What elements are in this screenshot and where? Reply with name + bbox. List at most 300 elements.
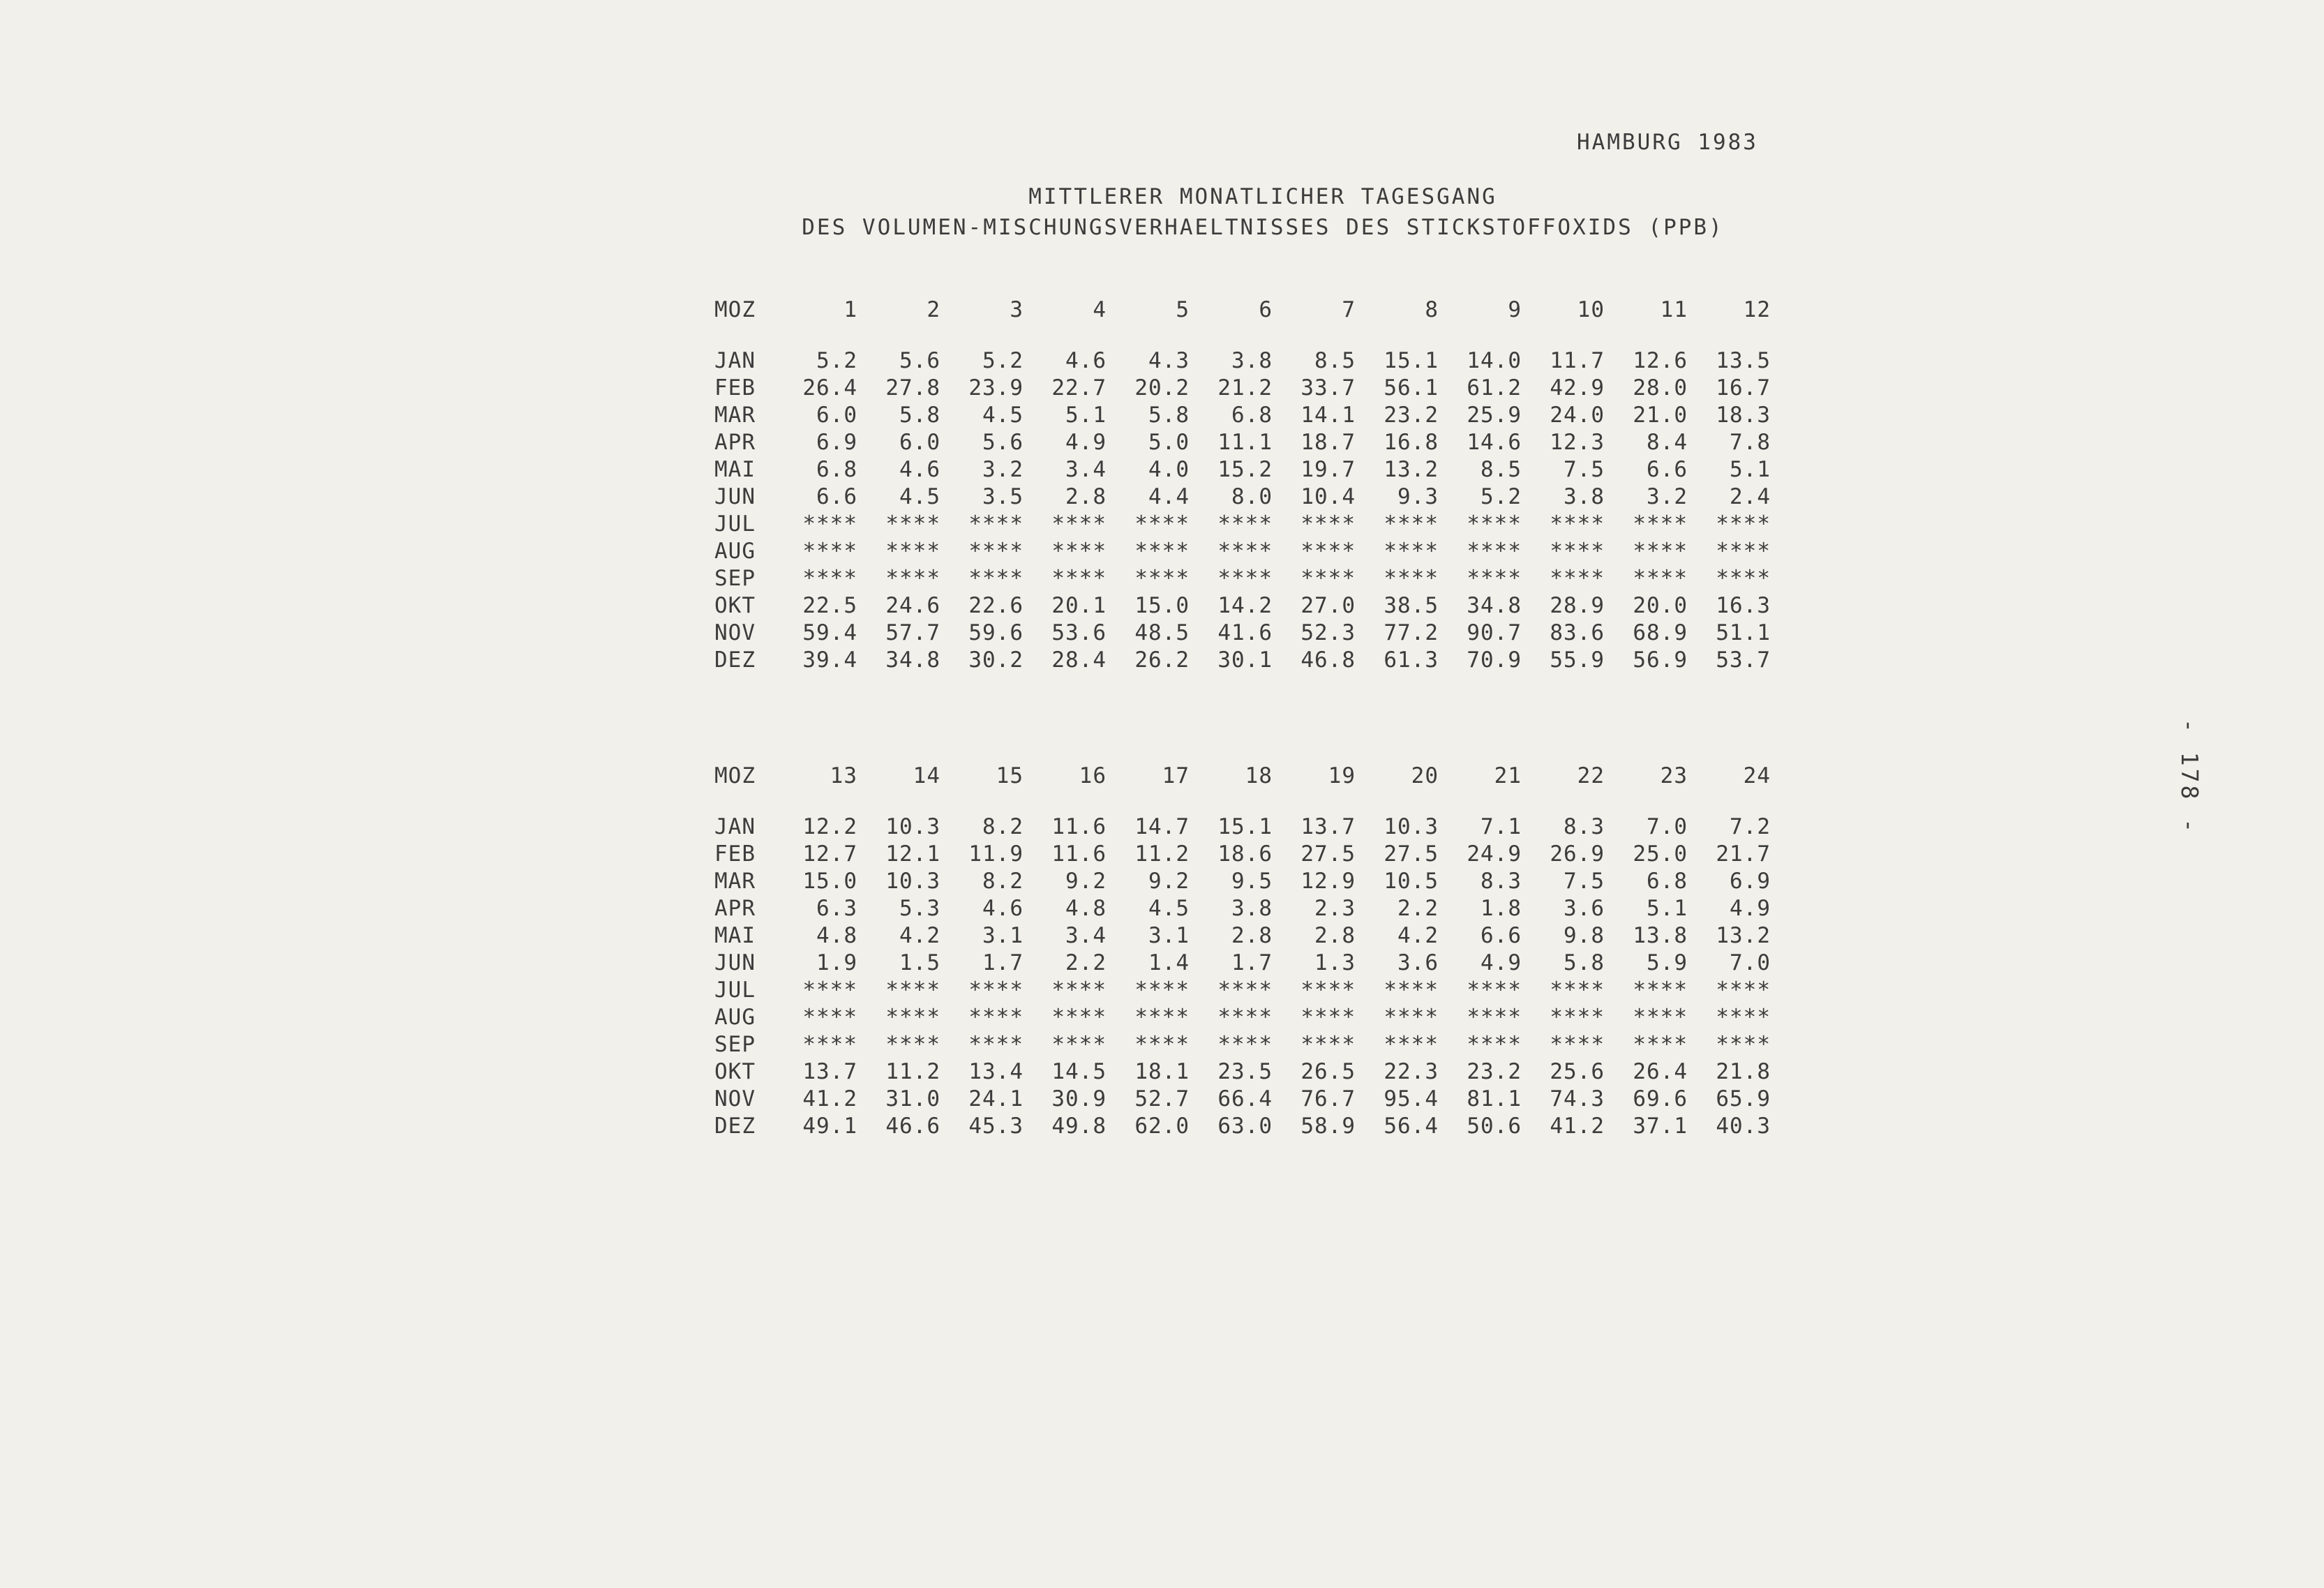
table-cell: 3.8	[1231, 347, 1273, 373]
table-cell: ****	[1467, 1004, 1522, 1030]
table-cell: 8.3	[1564, 814, 1605, 839]
table-cell: 26.4	[1633, 1058, 1688, 1084]
table-cell: 4.2	[899, 922, 940, 948]
table-cell: 7.5	[1564, 456, 1605, 482]
table-cell: 26.4	[802, 375, 857, 400]
month-label: JAN	[714, 814, 756, 839]
table-cell: 4.2	[1397, 922, 1439, 948]
table-cell: 2.8	[1314, 922, 1356, 948]
table-cell: 59.6	[968, 620, 1024, 645]
month-label: FEB	[714, 375, 756, 400]
table-cell: 5.8	[1148, 402, 1190, 428]
table-cell: ****	[1217, 1031, 1273, 1057]
table-cell: 4.4	[1148, 484, 1190, 509]
table-cell: 5.1	[1065, 402, 1107, 428]
table-cell: 7.2	[1730, 814, 1771, 839]
column-header-hour: 9	[1508, 297, 1522, 322]
table-cell: 28.4	[1051, 647, 1107, 673]
table-cell: 55.9	[1550, 647, 1605, 673]
table-cell: 18.1	[1134, 1058, 1190, 1084]
table-row	[714, 564, 1771, 592]
table-cell: 49.8	[1051, 1113, 1107, 1139]
column-header-hour: 6	[1259, 297, 1273, 322]
table-cell: 58.9	[1300, 1113, 1356, 1139]
table-cell: 13.8	[1633, 922, 1688, 948]
table-cell: 38.5	[1384, 592, 1439, 618]
table-cell: 26.9	[1550, 841, 1605, 867]
month-label: JUL	[714, 511, 756, 537]
table-cell: 63.0	[1217, 1113, 1273, 1139]
table-cell: 5.1	[1647, 895, 1688, 921]
column-header-hour: 22	[1577, 763, 1605, 788]
table-row	[714, 1112, 1771, 1139]
table-cell: 8.0	[1231, 484, 1273, 509]
table-cell: 24.6	[885, 592, 940, 618]
table-cell: 9.5	[1231, 868, 1273, 894]
table-cell: 25.9	[1467, 402, 1522, 428]
table-cell: ****	[1300, 511, 1356, 537]
table-cell: 95.4	[1384, 1086, 1439, 1111]
table-cell: 10.5	[1384, 868, 1439, 894]
table-cell: ****	[1217, 565, 1273, 591]
table-cell: 4.5	[982, 402, 1024, 428]
table-row	[714, 949, 1771, 976]
table-cell: 68.9	[1633, 620, 1688, 645]
table-cell: 49.1	[802, 1113, 857, 1139]
table-cell: 1.4	[1148, 950, 1190, 975]
table-cell: ****	[1467, 565, 1522, 591]
table-cell: 6.0	[899, 429, 940, 455]
table-cell: ****	[1217, 511, 1273, 537]
table-cell: ****	[1550, 1031, 1605, 1057]
table-cell: 59.4	[802, 620, 857, 645]
table-cell: 15.1	[1384, 347, 1439, 373]
table-cell: 3.4	[1065, 456, 1107, 482]
table-cell: 27.5	[1300, 841, 1356, 867]
table-cell: 9.8	[1564, 922, 1605, 948]
table-cell: 5.2	[1480, 484, 1522, 509]
table-row	[714, 592, 1771, 619]
table-cell: 15.0	[802, 868, 857, 894]
table-cell: 77.2	[1384, 620, 1439, 645]
table-cell: ****	[968, 511, 1024, 537]
column-header-hour: 17	[1162, 763, 1190, 788]
table-cell: 37.1	[1633, 1113, 1688, 1139]
month-label: JUN	[714, 950, 756, 975]
table-cell: 11.7	[1550, 347, 1605, 373]
table-cell: 13.7	[802, 1058, 857, 1084]
table-row	[714, 922, 1771, 949]
table-cell: ****	[1384, 1031, 1439, 1057]
table-cell: 20.0	[1633, 592, 1688, 618]
table-cell: 70.9	[1467, 647, 1522, 673]
table-cell: 4.3	[1148, 347, 1190, 373]
table-cell: 34.8	[885, 647, 940, 673]
table-cell: ****	[968, 1004, 1024, 1030]
table-cell: ****	[1134, 511, 1190, 537]
table-cell: ****	[802, 511, 857, 537]
table-cell: ****	[1716, 1031, 1771, 1057]
table-cell: ****	[1384, 977, 1439, 1003]
month-label: MAI	[714, 456, 756, 482]
table-cell: ****	[802, 538, 857, 564]
table-cell: 19.7	[1300, 456, 1356, 482]
column-header-moz: MOZ	[714, 297, 756, 322]
table-cell: 15.2	[1217, 456, 1273, 482]
table-cell: 10.3	[885, 814, 940, 839]
table-cell: ****	[1467, 511, 1522, 537]
table-cell: 53.7	[1716, 647, 1771, 673]
table-cell: 65.9	[1716, 1086, 1771, 1111]
table-header-row	[714, 296, 1771, 347]
table-cell: 1.3	[1314, 950, 1356, 975]
table-row	[714, 537, 1771, 564]
table-cell: 4.6	[1065, 347, 1107, 373]
table-cell: 21.8	[1716, 1058, 1771, 1084]
table-cell: 51.1	[1716, 620, 1771, 645]
table-cell: 14.2	[1217, 592, 1273, 618]
table-cell: 42.9	[1550, 375, 1605, 400]
table-cell: 3.2	[982, 456, 1024, 482]
month-label: MAI	[714, 922, 756, 948]
table-cell: ****	[968, 1031, 1024, 1057]
table-cell: 41.6	[1217, 620, 1273, 645]
table-cell: ****	[1633, 1031, 1688, 1057]
table-cell: 12.2	[802, 814, 857, 839]
table-cell: 1.8	[1480, 895, 1522, 921]
table-cell: 5.2	[816, 347, 857, 373]
table-cell: ****	[1550, 977, 1605, 1003]
table-row	[714, 1085, 1771, 1112]
table-header-row	[714, 762, 1771, 813]
table-cell: 22.7	[1051, 375, 1107, 400]
month-label: JUN	[714, 484, 756, 509]
column-header-hour: 20	[1411, 763, 1439, 788]
table-cell: 20.2	[1134, 375, 1190, 400]
table-cell: ****	[1300, 538, 1356, 564]
table-cell: ****	[885, 1004, 940, 1030]
table-cell: 13.2	[1716, 922, 1771, 948]
table-cell: ****	[968, 977, 1024, 1003]
column-header-hour: 7	[1342, 297, 1356, 322]
table-row	[714, 401, 1771, 428]
table-row	[714, 456, 1771, 483]
table-cell: ****	[1716, 1004, 1771, 1030]
column-header-hour: 14	[913, 763, 940, 788]
data-table-hours-1-12	[714, 296, 1771, 673]
month-label: AUG	[714, 538, 756, 564]
table-cell: 1.9	[816, 950, 857, 975]
table-cell: ****	[1134, 565, 1190, 591]
month-label: OKT	[714, 1058, 756, 1084]
table-cell: 11.6	[1051, 841, 1107, 867]
month-label: OKT	[714, 592, 756, 618]
table-title-line-1: MITTLERER MONATLICHER TAGESGANG	[1028, 184, 1497, 209]
table-cell: 56.4	[1384, 1113, 1439, 1139]
table-cell: 12.1	[885, 841, 940, 867]
table-cell: 41.2	[802, 1086, 857, 1111]
table-cell: 7.1	[1480, 814, 1522, 839]
column-header-hour: 12	[1743, 297, 1771, 322]
table-cell: 1.7	[1231, 950, 1273, 975]
table-cell: 4.9	[1065, 429, 1107, 455]
table-cell: ****	[1217, 977, 1273, 1003]
table-row	[714, 1031, 1771, 1058]
table-cell: 16.3	[1716, 592, 1771, 618]
table-cell: 16.7	[1716, 375, 1771, 400]
table-cell: ****	[1300, 977, 1356, 1003]
table-cell: ****	[1633, 511, 1688, 537]
table-cell: 24.0	[1550, 402, 1605, 428]
table-cell: 4.6	[982, 895, 1024, 921]
table-cell: 81.1	[1467, 1086, 1522, 1111]
column-header-hour: 1	[844, 297, 857, 322]
table-row	[714, 374, 1771, 401]
table-row	[714, 483, 1771, 510]
table-cell: 15.1	[1217, 814, 1273, 839]
table-cell: 1.7	[982, 950, 1024, 975]
month-label: AUG	[714, 1004, 756, 1030]
table-cell: 8.2	[982, 814, 1024, 839]
table-cell: 10.3	[1384, 814, 1439, 839]
table-cell: 6.0	[816, 402, 857, 428]
table-cell: 6.3	[816, 895, 857, 921]
page-number: - 178 -	[2176, 719, 2203, 836]
table-cell: 2.3	[1314, 895, 1356, 921]
table-cell: 9.2	[1065, 868, 1107, 894]
table-cell: ****	[1384, 565, 1439, 591]
month-label: FEB	[714, 841, 756, 867]
table-cell: 52.7	[1134, 1086, 1190, 1111]
table-cell: ****	[1134, 1031, 1190, 1057]
table-cell: 3.8	[1231, 895, 1273, 921]
table-cell: 28.0	[1633, 375, 1688, 400]
table-row	[714, 510, 1771, 537]
table-cell: ****	[1134, 977, 1190, 1003]
table-cell: 10.3	[885, 868, 940, 894]
table-cell: 3.2	[1647, 484, 1688, 509]
table-cell: 4.6	[899, 456, 940, 482]
table-cell: 50.6	[1467, 1113, 1522, 1139]
column-header-hour: 23	[1660, 763, 1688, 788]
table-cell: 61.3	[1384, 647, 1439, 673]
table-cell: 40.3	[1716, 1113, 1771, 1139]
table-cell: 13.5	[1716, 347, 1771, 373]
table-cell: 27.8	[885, 375, 940, 400]
table-cell: ****	[1051, 511, 1107, 537]
table-cell: 6.9	[1730, 868, 1771, 894]
table-cell: 11.2	[1134, 841, 1190, 867]
table-cell: 69.6	[1633, 1086, 1688, 1111]
table-cell: ****	[885, 977, 940, 1003]
table-cell: 8.5	[1314, 347, 1356, 373]
table-cell: 2.2	[1397, 895, 1439, 921]
table-cell: 3.6	[1564, 895, 1605, 921]
table-cell: 21.7	[1716, 841, 1771, 867]
table-cell: ****	[968, 538, 1024, 564]
table-cell: ****	[968, 565, 1024, 591]
table-cell: 8.4	[1647, 429, 1688, 455]
table-cell: ****	[1134, 538, 1190, 564]
table-row	[714, 619, 1771, 646]
table-cell: 23.2	[1384, 402, 1439, 428]
table-cell: 41.2	[1550, 1113, 1605, 1139]
table-cell: ****	[1051, 565, 1107, 591]
table-cell: 18.3	[1716, 402, 1771, 428]
table-cell: ****	[1633, 1004, 1688, 1030]
table-cell: 5.2	[982, 347, 1024, 373]
table-cell: 6.9	[816, 429, 857, 455]
table-cell: 15.0	[1134, 592, 1190, 618]
table-row	[714, 347, 1771, 374]
table-cell: 3.6	[1397, 950, 1439, 975]
table-cell: 11.2	[885, 1058, 940, 1084]
column-header-hour: 15	[996, 763, 1024, 788]
table-cell: ****	[885, 565, 940, 591]
column-header-hour: 18	[1245, 763, 1273, 788]
table-cell: 14.0	[1467, 347, 1522, 373]
table-cell: ****	[802, 977, 857, 1003]
column-header-moz: MOZ	[714, 763, 756, 788]
table-cell: 4.0	[1148, 456, 1190, 482]
table-cell: 9.3	[1397, 484, 1439, 509]
table-cell: 14.6	[1467, 429, 1522, 455]
table-cell: ****	[1300, 1031, 1356, 1057]
table-cell: 26.2	[1134, 647, 1190, 673]
table-cell: 3.5	[982, 484, 1024, 509]
table-cell: 11.1	[1217, 429, 1273, 455]
table-cell: 4.8	[1065, 895, 1107, 921]
table-cell: 10.4	[1300, 484, 1356, 509]
table-cell: 2.8	[1231, 922, 1273, 948]
table-cell: 5.6	[899, 347, 940, 373]
table-cell: 2.4	[1730, 484, 1771, 509]
column-header-hour: 11	[1660, 297, 1688, 322]
table-cell: 28.9	[1550, 592, 1605, 618]
table-cell: 23.9	[968, 375, 1024, 400]
table-cell: 5.8	[1564, 950, 1605, 975]
month-label: MAR	[714, 868, 756, 894]
table-cell: 6.8	[1647, 868, 1688, 894]
table-cell: 5.6	[982, 429, 1024, 455]
table-cell: ****	[1051, 977, 1107, 1003]
table-cell: 22.3	[1384, 1058, 1439, 1084]
table-cell: 52.3	[1300, 620, 1356, 645]
table-cell: 2.8	[1065, 484, 1107, 509]
table-cell: 9.2	[1148, 868, 1190, 894]
table-cell: ****	[802, 1031, 857, 1057]
table-cell: ****	[1467, 538, 1522, 564]
table-cell: 45.3	[968, 1113, 1024, 1139]
table-cell: 25.6	[1550, 1058, 1605, 1084]
table-cell: ****	[1051, 1004, 1107, 1030]
table-cell: 8.2	[982, 868, 1024, 894]
table-row	[714, 428, 1771, 456]
table-cell: 24.9	[1467, 841, 1522, 867]
table-cell: ****	[1384, 511, 1439, 537]
table-cell: 5.0	[1148, 429, 1190, 455]
table-cell: ****	[885, 511, 940, 537]
table-row	[714, 976, 1771, 1003]
table-cell: ****	[802, 1004, 857, 1030]
table-cell: 6.8	[816, 456, 857, 482]
table-cell: 46.8	[1300, 647, 1356, 673]
month-label: JUL	[714, 977, 756, 1003]
table-cell: 23.5	[1217, 1058, 1273, 1084]
table-cell: ****	[1134, 1004, 1190, 1030]
table-cell: ****	[1550, 565, 1605, 591]
table-cell: ****	[885, 1031, 940, 1057]
table-cell: 34.8	[1467, 592, 1522, 618]
table-cell: 31.0	[885, 1086, 940, 1111]
table-cell: ****	[802, 565, 857, 591]
table-cell: 7.0	[1647, 814, 1688, 839]
column-header-hour: 21	[1494, 763, 1522, 788]
table-cell: 4.5	[1148, 895, 1190, 921]
table-cell: ****	[1633, 565, 1688, 591]
table-cell: 57.7	[885, 620, 940, 645]
table-cell: 56.9	[1633, 647, 1688, 673]
table-cell: 16.8	[1384, 429, 1439, 455]
table-cell: 27.5	[1384, 841, 1439, 867]
table-cell: 6.6	[1480, 922, 1522, 948]
month-label: APR	[714, 429, 756, 455]
table-cell: ****	[1217, 1004, 1273, 1030]
column-header-hour: 16	[1079, 763, 1107, 788]
table-cell: ****	[1716, 511, 1771, 537]
column-header-hour: 5	[1176, 297, 1190, 322]
table-cell: 22.6	[968, 592, 1024, 618]
column-header-hour: 10	[1577, 297, 1605, 322]
table-row	[714, 867, 1771, 894]
table-cell: 7.0	[1730, 950, 1771, 975]
table-cell: 14.1	[1300, 402, 1356, 428]
table-cell: 5.8	[899, 402, 940, 428]
table-row	[714, 646, 1771, 673]
table-cell: 30.2	[968, 647, 1024, 673]
table-cell: 14.7	[1134, 814, 1190, 839]
table-cell: 3.1	[1148, 922, 1190, 948]
column-header-hour: 2	[927, 297, 940, 322]
table-title-line-2: DES VOLUMEN-MISCHUNGSVERHAELTNISSES DES STICKSTOFFOXIDS (PPB)	[802, 215, 1724, 240]
table-cell: 4.5	[899, 484, 940, 509]
table-cell: 13.2	[1384, 456, 1439, 482]
table-cell: 18.7	[1300, 429, 1356, 455]
table-cell: ****	[1633, 977, 1688, 1003]
table-cell: 66.4	[1217, 1086, 1273, 1111]
table-cell: 4.9	[1730, 895, 1771, 921]
table-row	[714, 894, 1771, 922]
table-cell: 13.4	[968, 1058, 1024, 1084]
table-cell: ****	[1550, 538, 1605, 564]
table-cell: ****	[1467, 1031, 1522, 1057]
table-cell: 3.4	[1065, 922, 1107, 948]
table-cell: 11.9	[968, 841, 1024, 867]
table-cell: 76.7	[1300, 1086, 1356, 1111]
column-header-hour: 3	[1010, 297, 1024, 322]
table-cell: 21.2	[1217, 375, 1273, 400]
table-cell: ****	[1051, 1031, 1107, 1057]
table-cell: 30.1	[1217, 647, 1273, 673]
table-cell: ****	[1550, 1004, 1605, 1030]
table-cell: 24.1	[968, 1086, 1024, 1111]
table-cell: ****	[1300, 1004, 1356, 1030]
table-cell: 90.7	[1467, 620, 1522, 645]
table-cell: 12.9	[1300, 868, 1356, 894]
month-label: DEZ	[714, 647, 756, 673]
table-cell: 62.0	[1134, 1113, 1190, 1139]
table-cell: 5.9	[1647, 950, 1688, 975]
